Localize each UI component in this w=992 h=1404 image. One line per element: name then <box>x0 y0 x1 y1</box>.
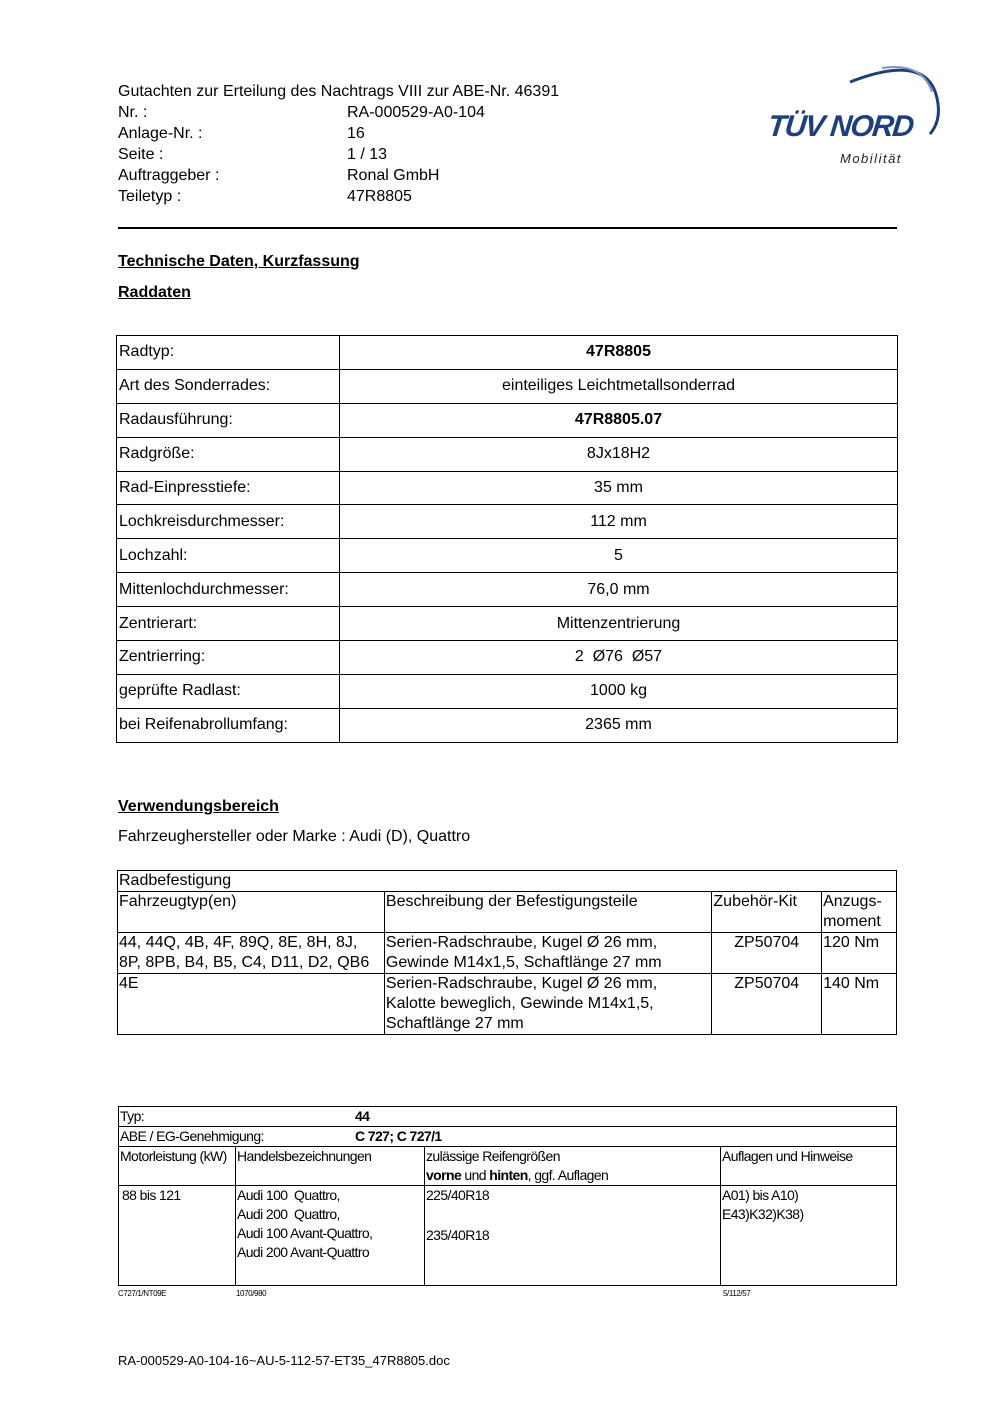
raddaten-value: 1000 kg <box>340 674 898 708</box>
header-row-nr <box>118 102 559 123</box>
raddaten-value: 76,0 mm <box>340 573 898 607</box>
raddaten-label: Lochkreisdurchmesser: <box>117 505 340 539</box>
raddaten-label: Radgröße: <box>117 437 340 471</box>
table-row <box>117 336 898 370</box>
raddaten-value: 47R8805.07 <box>340 403 898 437</box>
table-row <box>118 974 897 1035</box>
header-label: Auftraggeber : <box>118 167 220 184</box>
column-header: Auflagen und Hinweise <box>721 1147 897 1186</box>
section-subtitle: Raddaten <box>118 284 191 301</box>
table-row <box>117 539 898 573</box>
raddaten-label: Zentrierring: <box>117 641 340 675</box>
raddaten-label: Rad-Einpresstiefe: <box>117 471 340 505</box>
verwendung-title: Verwendungsbereich <box>118 798 279 815</box>
column-header: Motorleistung (kW) <box>119 1147 236 1186</box>
table-row <box>119 1186 897 1286</box>
typ-value: 44 <box>355 1108 370 1124</box>
header-row-seite <box>118 144 559 165</box>
header-label: Anlage-Nr. : <box>118 125 203 142</box>
typ-footer-right: 5/112/57 <box>723 1289 751 1298</box>
column-header-reifen <box>425 1147 721 1186</box>
cell-moment: 140 Nm <box>822 974 897 1035</box>
reifen-header-line1: zulässige Reifengrößen <box>426 1148 560 1164</box>
cell-reifen <box>425 1186 721 1286</box>
auflagen-line: A01) bis A10) <box>722 1187 799 1203</box>
radbefestigung-table <box>117 870 897 1035</box>
header-value: 1 / 13 <box>347 146 388 163</box>
cell-leistung: 88 bis 121 <box>119 1186 236 1286</box>
cell-handel <box>236 1186 425 1286</box>
abe-label: ABE / EG-Genehmigung: <box>120 1128 264 1144</box>
table-row <box>119 1127 897 1147</box>
raddaten-label: Radtyp: <box>117 336 340 370</box>
typ-label: Typ: <box>120 1108 145 1124</box>
raddaten-label: geprüfte Radlast: <box>117 674 340 708</box>
cell-moment: 120 Nm <box>822 933 897 974</box>
typ-footer-left: C727/1/NT09E <box>118 1289 167 1298</box>
handel-line: Audi 200 Avant-Quattro <box>237 1244 370 1260</box>
table-row <box>117 437 898 471</box>
raddaten-label: Art des Sonderrades: <box>117 369 340 403</box>
reifen-line: 235/40R18 <box>426 1227 490 1243</box>
handel-line: Audi 200 Quattro, <box>237 1206 340 1222</box>
table-row <box>117 369 898 403</box>
reifen-header-hinten: hinten <box>489 1167 528 1183</box>
column-header: Fahrzeugtyp(en) <box>118 892 385 933</box>
header-label: Teiletyp : <box>118 188 182 205</box>
header-value: 47R8805 <box>347 188 412 205</box>
raddaten-label: Mittenlochdurchmesser: <box>117 573 340 607</box>
cell-kit: ZP50704 <box>712 974 822 1035</box>
handel-line: Audi 100 Quattro, <box>237 1187 340 1203</box>
logo-sub: Mobilität <box>840 151 902 166</box>
raddaten-label: Radausführung: <box>117 403 340 437</box>
raddaten-label: bei Reifenabrollumfang: <box>117 708 340 742</box>
header-value: RA-000529-A0-104 <box>347 104 485 121</box>
header-value: Ronal GmbH <box>347 167 440 184</box>
cell-beschreibung: Serien-Radschraube, Kugel Ø 26 mm, Gewinde M14x1,5, Schaftlänge 27 mm <box>384 933 711 974</box>
table-header-row <box>119 1147 897 1186</box>
raddaten-table <box>116 335 898 743</box>
reifen-header-rest: , ggf. Auflagen <box>527 1167 609 1183</box>
table-row <box>117 471 898 505</box>
cell-auflagen <box>721 1186 897 1286</box>
table-row <box>117 505 898 539</box>
header-value: 16 <box>347 125 365 142</box>
table-row <box>117 641 898 675</box>
header-row-auftraggeber <box>118 165 559 186</box>
hersteller-text: Fahrzeughersteller oder Marke : Audi (D), Quattro <box>118 828 471 845</box>
raddaten-value: 112 mm <box>340 505 898 539</box>
cell-fahrzeugtyp: 44, 44Q, 4B, 4F, 89Q, 8E, 8H, 8J, 8P, 8PB, B4, B5, C4, D11, D2, QB6 <box>118 933 385 974</box>
raddaten-value: 8Jx18H2 <box>340 437 898 471</box>
header-row-teiletyp <box>118 186 559 207</box>
column-header: Anzugs-moment <box>822 892 897 933</box>
tuv-nord-logo <box>762 58 942 173</box>
abe-value: C 727; C 727/1 <box>355 1128 442 1144</box>
auflagen-line: E43)K32)K38) <box>722 1206 804 1222</box>
table-caption: Radbefestigung <box>118 871 897 892</box>
header-row-anlage <box>118 123 559 144</box>
raddaten-value: 5 <box>340 539 898 573</box>
table-row <box>118 871 897 892</box>
cell-kit: ZP50704 <box>712 933 822 974</box>
raddaten-value: einteiliges Leichtmetallsonderrad <box>340 369 898 403</box>
table-row <box>117 607 898 641</box>
raddaten-label: Zentrierart: <box>117 607 340 641</box>
table-row <box>117 674 898 708</box>
reifen-header-vorne: vorne <box>426 1167 462 1183</box>
reifen-line: 225/40R18 <box>426 1187 490 1203</box>
table-row <box>117 708 898 742</box>
section-title: Technische Daten, Kurzfassung <box>118 253 360 270</box>
typ-footer-mid: 1070/980 <box>236 1289 267 1298</box>
logo-brand: TÜV NORD <box>766 110 915 143</box>
cell-beschreibung: Serien-Radschraube, Kugel Ø 26 mm, Kalotte beweglich, Gewinde M14x1,5, Schaftlänge 27 mm <box>384 974 711 1035</box>
raddaten-value: Mittenzentrierung <box>340 607 898 641</box>
typ-table <box>118 1106 897 1286</box>
document-header <box>118 81 559 207</box>
column-header: Zubehör-Kit <box>712 892 822 933</box>
header-title: Gutachten zur Erteilung des Nachtrags VIII zur ABE-Nr. 46391 <box>118 83 560 100</box>
column-header: Handelsbezeichnungen <box>236 1147 425 1186</box>
table-row <box>118 933 897 974</box>
typ-row <box>119 1107 897 1127</box>
raddaten-value: 35 mm <box>340 471 898 505</box>
table-row <box>119 1107 897 1127</box>
table-row <box>117 573 898 607</box>
table-row <box>117 403 898 437</box>
abe-row <box>119 1127 897 1147</box>
header-label: Seite : <box>118 146 164 163</box>
header-divider <box>118 227 897 229</box>
table-header-row <box>118 892 897 933</box>
document-filename: RA-000529-A0-104-16~AU-5-112-57-ET35_47R8805.doc <box>118 1353 450 1368</box>
raddaten-value: 2365 mm <box>340 708 898 742</box>
handel-line: Audi 100 Avant-Quattro, <box>237 1225 373 1241</box>
raddaten-value: 2 Ø76 Ø57 <box>340 641 898 675</box>
header-label: Nr. : <box>118 104 148 121</box>
raddaten-value: 47R8805 <box>340 336 898 370</box>
cell-fahrzeugtyp: 4E <box>118 974 385 1035</box>
reifen-header-und: und <box>461 1167 490 1183</box>
column-header: Beschreibung der Befestigungsteile <box>384 892 711 933</box>
raddaten-label: Lochzahl: <box>117 539 340 573</box>
